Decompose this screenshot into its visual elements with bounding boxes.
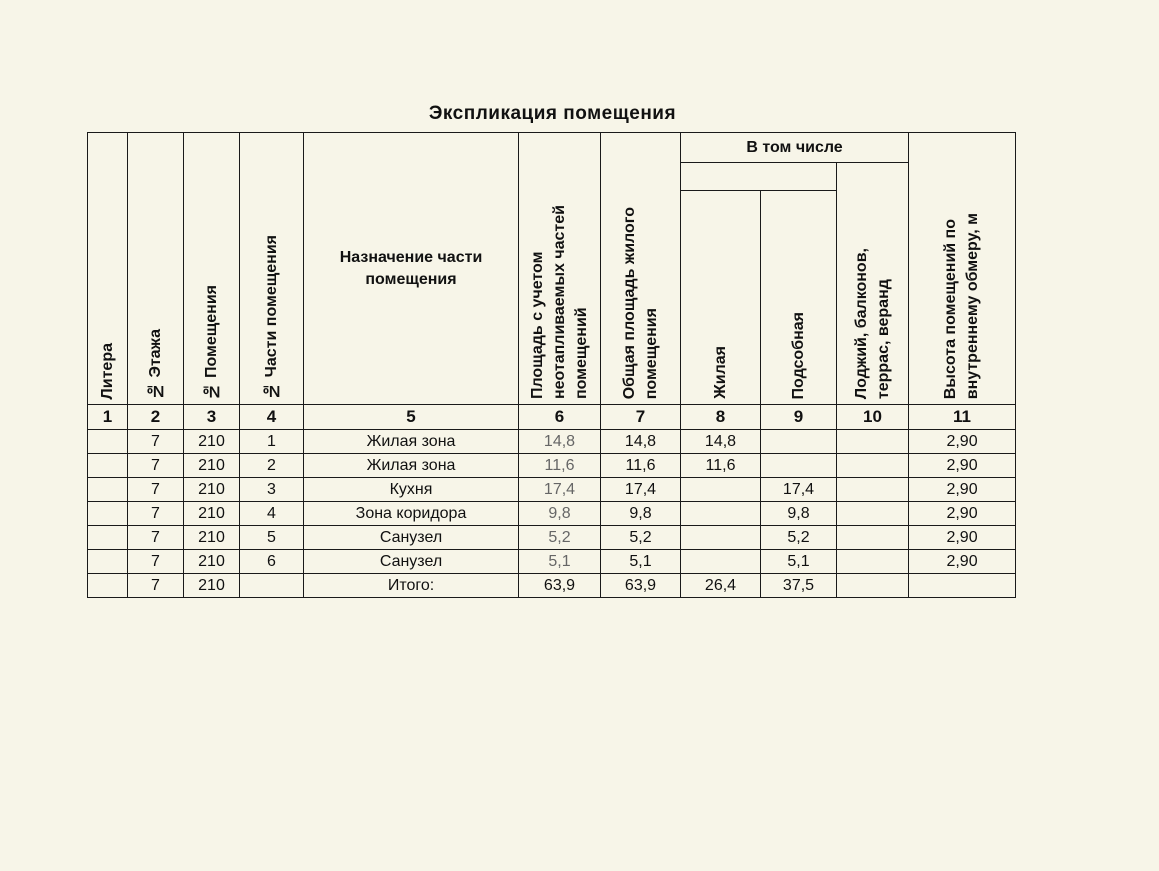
cell-part: 3 <box>240 478 304 502</box>
cell-height: 2,90 <box>909 430 1016 454</box>
header-including: В том числе <box>681 133 909 163</box>
cell-area-unheated: 63,9 <box>519 574 601 598</box>
cell-room: 210 <box>184 478 240 502</box>
cell-loggia <box>837 478 909 502</box>
table-row <box>88 430 1016 454</box>
cell-living <box>681 550 761 574</box>
cell-purpose: Жилая зона <box>304 454 519 478</box>
cell-liter <box>88 526 128 550</box>
cell-height <box>909 574 1016 598</box>
cell-liter <box>88 550 128 574</box>
table-row <box>88 526 1016 550</box>
cell-auxiliary: 5,1 <box>761 550 837 574</box>
header-auxiliary: Подсобная <box>761 191 837 405</box>
cell-height: 2,90 <box>909 502 1016 526</box>
header-liter: Литера <box>88 133 128 405</box>
header-floor: № Этажа <box>128 133 184 405</box>
cell-floor: 7 <box>128 574 184 598</box>
cell-room: 210 <box>184 454 240 478</box>
cell-height: 2,90 <box>909 478 1016 502</box>
cell-height: 2,90 <box>909 454 1016 478</box>
cell-part <box>240 574 304 598</box>
cell-floor: 7 <box>128 454 184 478</box>
cell-area-unheated: 5,2 <box>519 526 601 550</box>
cell-living: 11,6 <box>681 454 761 478</box>
cell-room: 210 <box>184 526 240 550</box>
cell-total-area: 17,4 <box>601 478 681 502</box>
cell-auxiliary: 5,2 <box>761 526 837 550</box>
cell-liter <box>88 574 128 598</box>
cell-purpose: Итого: <box>304 574 519 598</box>
column-number: 2 <box>128 405 184 430</box>
cell-room: 210 <box>184 430 240 454</box>
cell-room: 210 <box>184 502 240 526</box>
cell-purpose: Санузел <box>304 526 519 550</box>
cell-floor: 7 <box>128 526 184 550</box>
header-living: Жилая <box>681 191 761 405</box>
cell-purpose: Кухня <box>304 478 519 502</box>
cell-total-area: 14,8 <box>601 430 681 454</box>
cell-loggia <box>837 430 909 454</box>
column-number: 1 <box>88 405 128 430</box>
column-number: 9 <box>761 405 837 430</box>
header-purpose: Назначение части помещения <box>304 133 519 405</box>
cell-living: 14,8 <box>681 430 761 454</box>
cell-loggia <box>837 574 909 598</box>
cell-room: 210 <box>184 550 240 574</box>
cell-total-area: 5,1 <box>601 550 681 574</box>
cell-area-unheated: 5,1 <box>519 550 601 574</box>
cell-auxiliary: 37,5 <box>761 574 837 598</box>
cell-auxiliary: 9,8 <box>761 502 837 526</box>
cell-part: 4 <box>240 502 304 526</box>
cell-area-unheated: 14,8 <box>519 430 601 454</box>
cell-loggia <box>837 550 909 574</box>
cell-room: 210 <box>184 574 240 598</box>
cell-floor: 7 <box>128 430 184 454</box>
table-row <box>88 478 1016 502</box>
cell-living <box>681 478 761 502</box>
cell-purpose: Зона коридора <box>304 502 519 526</box>
column-number: 5 <box>304 405 519 430</box>
table-row <box>88 454 1016 478</box>
cell-liter <box>88 430 128 454</box>
cell-loggia <box>837 454 909 478</box>
cell-area-unheated: 17,4 <box>519 478 601 502</box>
table-row <box>88 502 1016 526</box>
cell-living: 26,4 <box>681 574 761 598</box>
cell-total-area: 9,8 <box>601 502 681 526</box>
table-row-total <box>88 574 1016 598</box>
cell-floor: 7 <box>128 502 184 526</box>
cell-liter <box>88 478 128 502</box>
document-title: Экспликация помещения <box>428 103 677 124</box>
header-including-blank <box>681 163 837 191</box>
header-room: № Помещения <box>184 133 240 405</box>
cell-loggia <box>837 502 909 526</box>
cell-auxiliary <box>761 430 837 454</box>
header-total-area: Общая площадь жилого помещения <box>601 133 681 405</box>
explication-table <box>87 132 1016 598</box>
cell-purpose: Санузел <box>304 550 519 574</box>
cell-living <box>681 526 761 550</box>
column-number: 6 <box>519 405 601 430</box>
column-number: 11 <box>909 405 1016 430</box>
column-number: 3 <box>184 405 240 430</box>
cell-part: 2 <box>240 454 304 478</box>
header-height: Высота помещений по внутреннему обмеру, м <box>909 133 1016 405</box>
cell-liter <box>88 502 128 526</box>
table-row <box>88 550 1016 574</box>
cell-total-area: 11,6 <box>601 454 681 478</box>
cell-total-area: 5,2 <box>601 526 681 550</box>
cell-area-unheated: 9,8 <box>519 502 601 526</box>
cell-part: 5 <box>240 526 304 550</box>
column-numbers-row <box>88 405 1016 430</box>
header-loggias: Лоджий, балконов, террас, веранд <box>837 163 909 405</box>
cell-area-unheated: 11,6 <box>519 454 601 478</box>
cell-total-area: 63,9 <box>601 574 681 598</box>
column-number: 10 <box>837 405 909 430</box>
cell-floor: 7 <box>128 478 184 502</box>
cell-auxiliary: 17,4 <box>761 478 837 502</box>
cell-part: 6 <box>240 550 304 574</box>
cell-living <box>681 502 761 526</box>
cell-auxiliary <box>761 454 837 478</box>
cell-loggia <box>837 526 909 550</box>
cell-purpose: Жилая зона <box>304 430 519 454</box>
cell-liter <box>88 454 128 478</box>
column-number: 4 <box>240 405 304 430</box>
header-area-unheated: Площадь с учетом неотапливаемых частей помещений <box>519 133 601 405</box>
column-number: 7 <box>601 405 681 430</box>
cell-part: 1 <box>240 430 304 454</box>
column-number: 8 <box>681 405 761 430</box>
cell-floor: 7 <box>128 550 184 574</box>
cell-height: 2,90 <box>909 526 1016 550</box>
header-part: № Части помещения <box>240 133 304 405</box>
cell-height: 2,90 <box>909 550 1016 574</box>
